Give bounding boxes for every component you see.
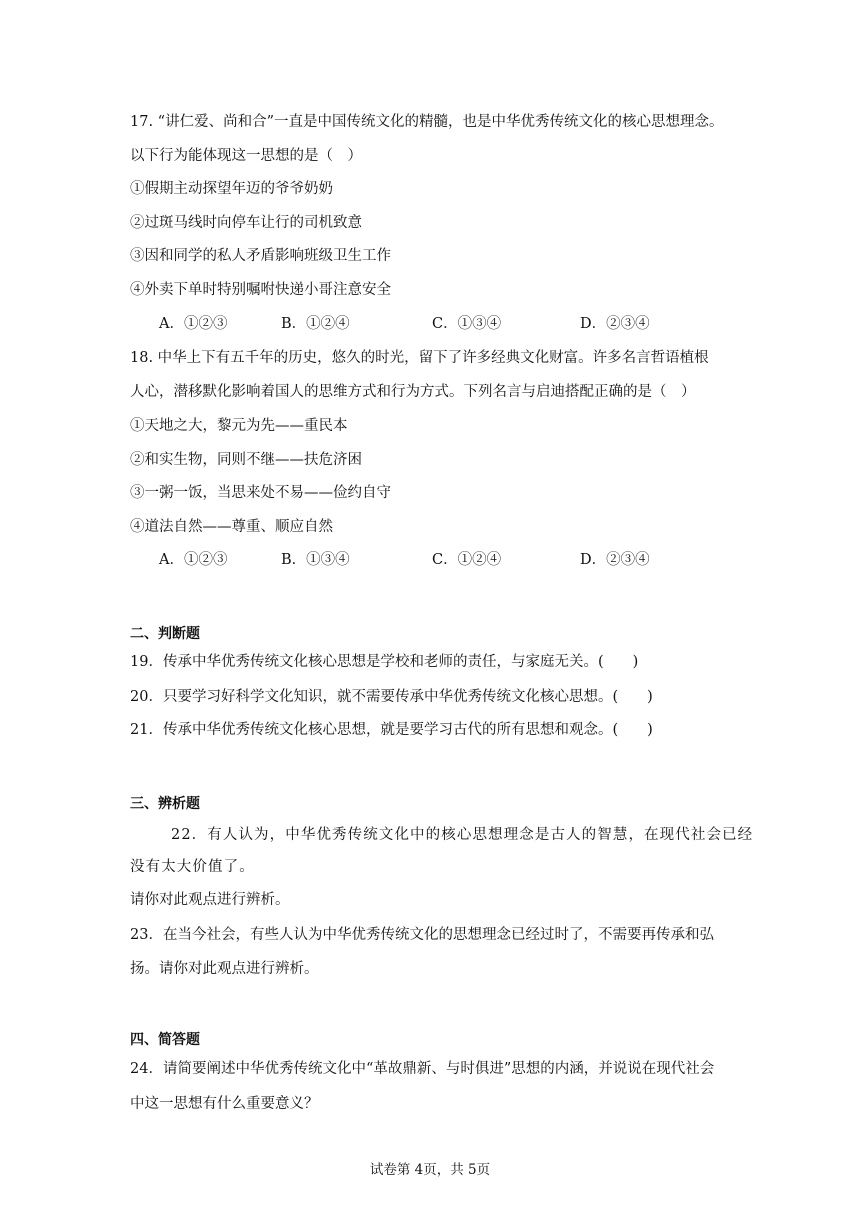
q23-line1: 23．在当今社会，有些人认为中华优秀传统文化的思想理念已经过时了，不需要再传承和弘 — [130, 927, 714, 943]
q17-item-1: ①假期主动探望年迈的爷爷奶奶 — [130, 181, 333, 197]
q17-item-4: ④外卖下单时特别嘱咐快递小哥注意安全 — [130, 282, 391, 298]
q23-line2: 扬。请你对此观点进行辨析。 — [130, 961, 319, 977]
page-footer: 试卷第 4页，共 5页 — [369, 1162, 491, 1178]
q18-item-4: ④道法自然——尊重、顺应自然 — [130, 519, 333, 535]
q17-stem-line1: 17. “讲仁爱、尚和合”一直是中国传统文化的精髓，也是中华优秀传统文化的核心思想理念。 — [130, 114, 724, 130]
q18-option-c: C．①②④ — [432, 552, 502, 568]
q17-option-c: C．①③④ — [432, 316, 502, 332]
q18-option-a: A．①②③ — [159, 552, 228, 568]
section4-title: 四、简答题 — [130, 1032, 200, 1048]
q18-option-d: D．②③④ — [580, 552, 650, 568]
q18-item-3: ③一粥一饭，当思来处不易——俭约自守 — [130, 485, 391, 501]
q18-option-b: B．①③④ — [281, 552, 350, 568]
q22-line2: 没有太大价值了。 — [130, 859, 255, 875]
q22-line3: 请你对此观点进行辨析。 — [130, 892, 290, 908]
q22-line1: 22．有人认为，中华优秀传统文化中的核心思想理念是古人的智慧，在现代社会已经 — [171, 827, 754, 843]
q17-item-3: ③因和同学的私人矛盾影响班级卫生工作 — [130, 248, 391, 264]
section2-title: 二、判断题 — [130, 626, 200, 642]
q17-option-b: B．①②④ — [281, 316, 350, 332]
section3-title: 三、辨析题 — [130, 796, 200, 812]
q18-stem-line1: 18. 中华上下有五千年的历史，悠久的时光，留下了许多经典文化财富。许多名言哲语植根 — [130, 350, 709, 366]
q24-line1: 24．请简要阐述中华优秀传统文化中“革故鼎新、与时俱进”思想的内涵，并说说在现代社会 — [130, 1061, 715, 1077]
q17-option-d: D．②③④ — [580, 316, 650, 332]
q17-option-a: A．①②③ — [159, 316, 228, 332]
q18-item-1: ①天地之大，黎元为先——重民本 — [130, 418, 348, 434]
q21: 21．传承中华优秀传统文化核心思想，就是要学习古代的所有思想和观念。( ) — [130, 722, 653, 738]
q20: 20．只要学习好科学文化知识，就不需要传承中华优秀传统文化核心思想。( ) — [130, 689, 653, 705]
q24-line2: 中这一思想有什么重要意义？ — [130, 1096, 319, 1112]
q17-item-2: ②过斑马线时向停车让行的司机致意 — [130, 215, 362, 231]
q17-stem-line2: 以下行为能体现这一思想的是（ ） — [130, 148, 362, 164]
q19: 19．传承中华优秀传统文化核心思想是学校和老师的责任，与家庭无关。( ) — [130, 654, 639, 670]
q18-item-2: ②和实生物，同则不继——扶危济困 — [130, 452, 362, 468]
q18-stem-line2: 人心，潜移默化影响着国人的思维方式和行为方式。下列名言与启迪搭配正确的是（ ） — [130, 384, 696, 400]
